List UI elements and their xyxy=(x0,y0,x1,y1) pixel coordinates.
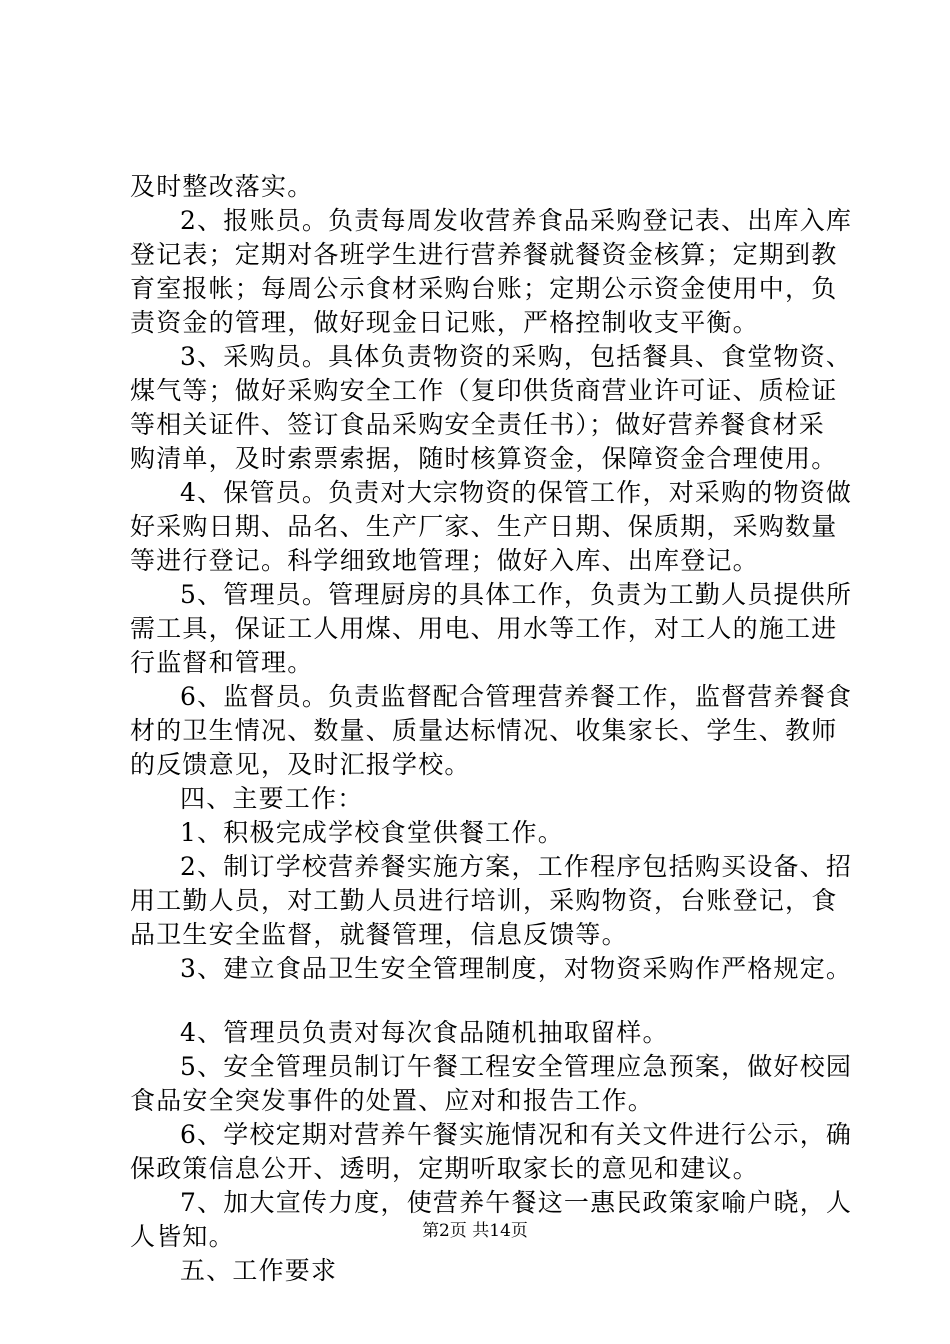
text-line: 好采购日期、品名、生产厂家、生产日期、保质期，采购数量 xyxy=(130,512,838,541)
text-line: 五、工作要求 xyxy=(180,1256,338,1285)
document-body xyxy=(130,170,853,1288)
text-line: 4、管理员负责对每次食品随机抽取留样。 xyxy=(180,1018,669,1047)
text-line: 品卫生安全监督，就餐管理，信息反馈等。 xyxy=(130,920,628,949)
text-line: 煤气等；做好采购安全工作（复印供货商营业许可证、质检证 xyxy=(130,376,838,405)
text-line: 用工勤人员，对工勤人员进行培训，采购物资，台账登记，食 xyxy=(130,886,838,915)
text-line: 材的卫生情况、数量、质量达标情况、收集家长、学生、教师 xyxy=(130,716,838,745)
text-line: 购清单，及时索票索据，随时核算资金，保障资金合理使用。 xyxy=(130,444,838,473)
text-line: 3、采购员。具体负责物资的采购，包括餐具、食堂物资、 xyxy=(180,342,853,371)
text-line: 的反馈意见，及时汇报学校。 xyxy=(130,750,471,779)
text-line: 1、积极完成学校食堂供餐工作。 xyxy=(180,818,564,847)
text-line: 人皆知。 xyxy=(130,1222,235,1251)
text-line: 等进行登记。科学细致地管理；做好入库、出库登记。 xyxy=(130,546,759,575)
text-line: 5、管理员。管理厨房的具体工作，负责为工勤人员提供所 xyxy=(180,580,853,609)
text-line: 6、学校定期对营养午餐实施情况和有关文件进行公示，确 xyxy=(180,1120,853,1149)
text-line: 6、监督员。负责监督配合管理营养餐工作，监督营养餐食 xyxy=(180,682,853,711)
text-line: 行监督和管理。 xyxy=(130,648,314,677)
text-line: 2、报账员。负责每周发收营养食品采购登记表、出库入库 xyxy=(180,206,853,235)
text-line: 4、保管员。负责对大宗物资的保管工作，对采购的物资做 xyxy=(180,478,853,507)
text-line: 育室报帐；每周公示食材采购台账；定期公示资金使用中，负 xyxy=(130,274,838,303)
page-footer: 第2页 共14页 xyxy=(422,1221,528,1241)
text-line: 需工具，保证工人用煤、用电、用水等工作，对工人的施工进 xyxy=(130,614,838,643)
text-line: 食品安全突发事件的处置、应对和报告工作。 xyxy=(130,1086,655,1115)
text-line: 5、安全管理员制订午餐工程安全管理应急预案，做好校园 xyxy=(180,1052,853,1081)
paragraph-gap xyxy=(130,986,830,1016)
text-line: 2、制订学校营养餐实施方案，工作程序包括购买设备、招 xyxy=(180,852,853,881)
text-line: 登记表；定期对各班学生进行营养餐就餐资金核算；定期到教 xyxy=(130,240,838,269)
text-line: 7、加大宣传力度，使营养午餐这一惠民政策家喻户晓，人 xyxy=(180,1188,853,1217)
text-line: 四、主要工作： xyxy=(180,784,364,813)
text-line: 保政策信息公开、透明，定期听取家长的意见和建议。 xyxy=(130,1154,759,1183)
text-line: 3、建立食品卫生安全管理制度，对物资采购作严格规定。 xyxy=(180,954,853,983)
text-line: 及时整改落实。 xyxy=(130,172,314,201)
text-line: 责资金的管理，做好现金日记账，严格控制收支平衡。 xyxy=(130,308,759,337)
text-line: 等相关证件、签订食品采购安全责任书）；做好营养餐食材采 xyxy=(130,410,825,439)
